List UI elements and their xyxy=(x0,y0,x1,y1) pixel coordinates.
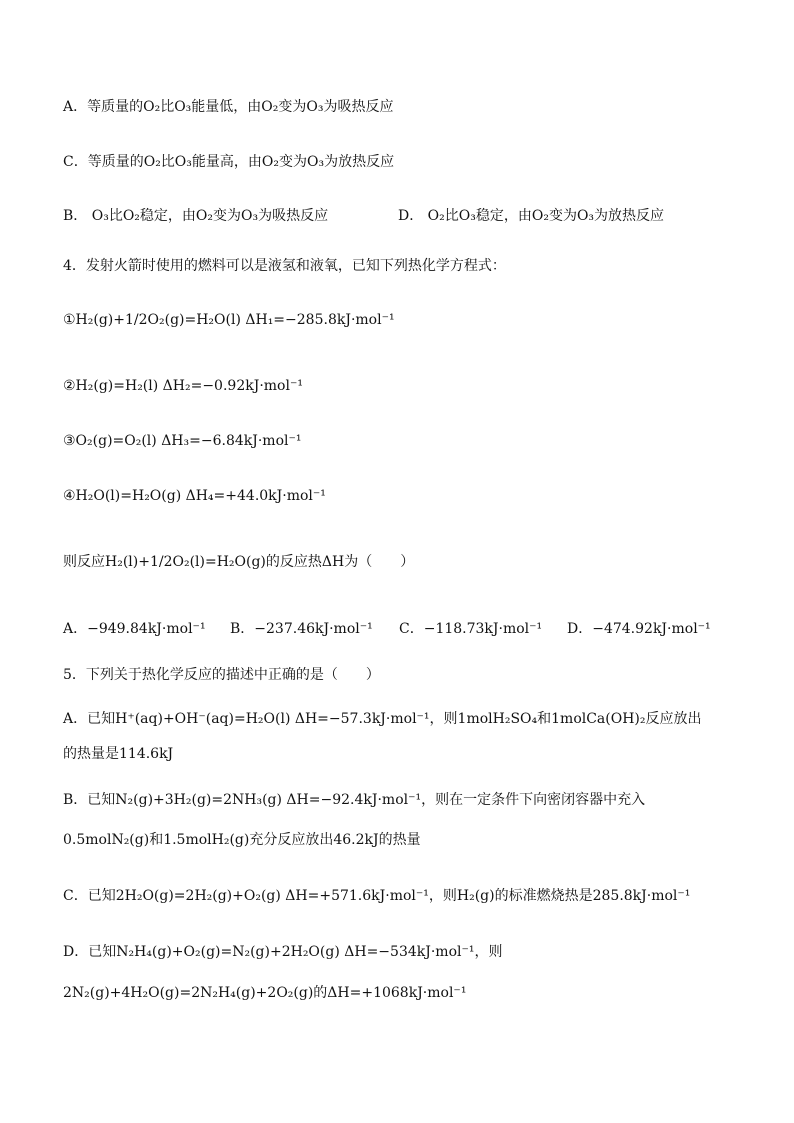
q5-option-a-line2: 的热量是114.6kJ xyxy=(63,746,174,762)
q3-option-b: B． O₃比O₂稳定，由O₂变为O₃为吸热反应 xyxy=(63,208,329,224)
q4-equation-2: ②H₂(g)=H₂(l) ΔH₂=−0.92kJ·mol⁻¹ xyxy=(63,378,303,394)
q4-option-c: C．−118.73kJ·mol⁻¹ xyxy=(399,621,543,637)
q5-option-a-line1: A．已知H⁺(aq)+OH⁻(aq)=H₂O(l) ΔH=−57.3kJ·mol⁻¹，则1molH₂SO₄和1molCa(OH)₂反应放出 xyxy=(63,711,702,727)
q3-option-d: D． O₂比O₃稳定，由O₂变为O₃为放热反应 xyxy=(398,208,665,224)
q5-option-c: C．已知2H₂O(g)=2H₂(g)+O₂(g) ΔH=+571.6kJ·mol⁻¹，则H₂(g)的标准燃烧热是285.8kJ·mol⁻¹ xyxy=(63,888,691,904)
q5-option-d-line1: D．已知N₂H₄(g)+O₂(g)=N₂(g)+2H₂O(g) ΔH=−534kJ·mol⁻¹，则 xyxy=(63,944,503,960)
q4-equation-3: ③O₂(g)=O₂(l) ΔH₃=−6.84kJ·mol⁻¹ xyxy=(63,433,302,449)
q4-option-b: B．−237.46kJ·mol⁻¹ xyxy=(230,621,373,637)
q4-equation-4: ④H₂O(l)=H₂O(g) ΔH₄=+44.0kJ·mol⁻¹ xyxy=(63,488,326,504)
q3-option-a: A．等质量的O₂比O₃能量低，由O₂变为O₃为吸热反应 xyxy=(63,99,394,115)
q4-option-d: D．−474.92kJ·mol⁻¹ xyxy=(567,621,711,637)
q4-option-a: A．−949.84kJ·mol⁻¹ xyxy=(63,621,206,637)
q3-option-c: C．等质量的O₂比O₃能量高，由O₂变为O₃为放热反应 xyxy=(63,154,395,170)
q5-option-b-line2: 0.5molN₂(g)和1.5molH₂(g)充分反应放出46.2kJ的热量 xyxy=(63,832,421,848)
q4-equation-1: ①H₂(g)+1/2O₂(g)=H₂O(l) ΔH₁=−285.8kJ·mol⁻¹ xyxy=(63,312,395,328)
q5-option-d-line2: 2N₂(g)+4H₂O(g)=2N₂H₄(g)+2O₂(g)的ΔH=+1068kJ·mol⁻¹ xyxy=(63,985,467,1001)
q5-option-b-line1: B．已知N₂(g)+3H₂(g)=2NH₃(g) ΔH=−92.4kJ·mol⁻¹，则在一定条件下向密闭容器中充入 xyxy=(63,792,646,808)
q4-stem: 4．发射火箭时使用的燃料可以是液氢和液氧，已知下列热化学方程式： xyxy=(63,258,506,274)
q5-stem: 5．下列关于热化学反应的描述中正确的是（ ） xyxy=(63,667,380,683)
q4-question: 则反应H₂(l)+1/2O₂(l)=H₂O(g)的反应热ΔH为（ ） xyxy=(63,554,415,570)
